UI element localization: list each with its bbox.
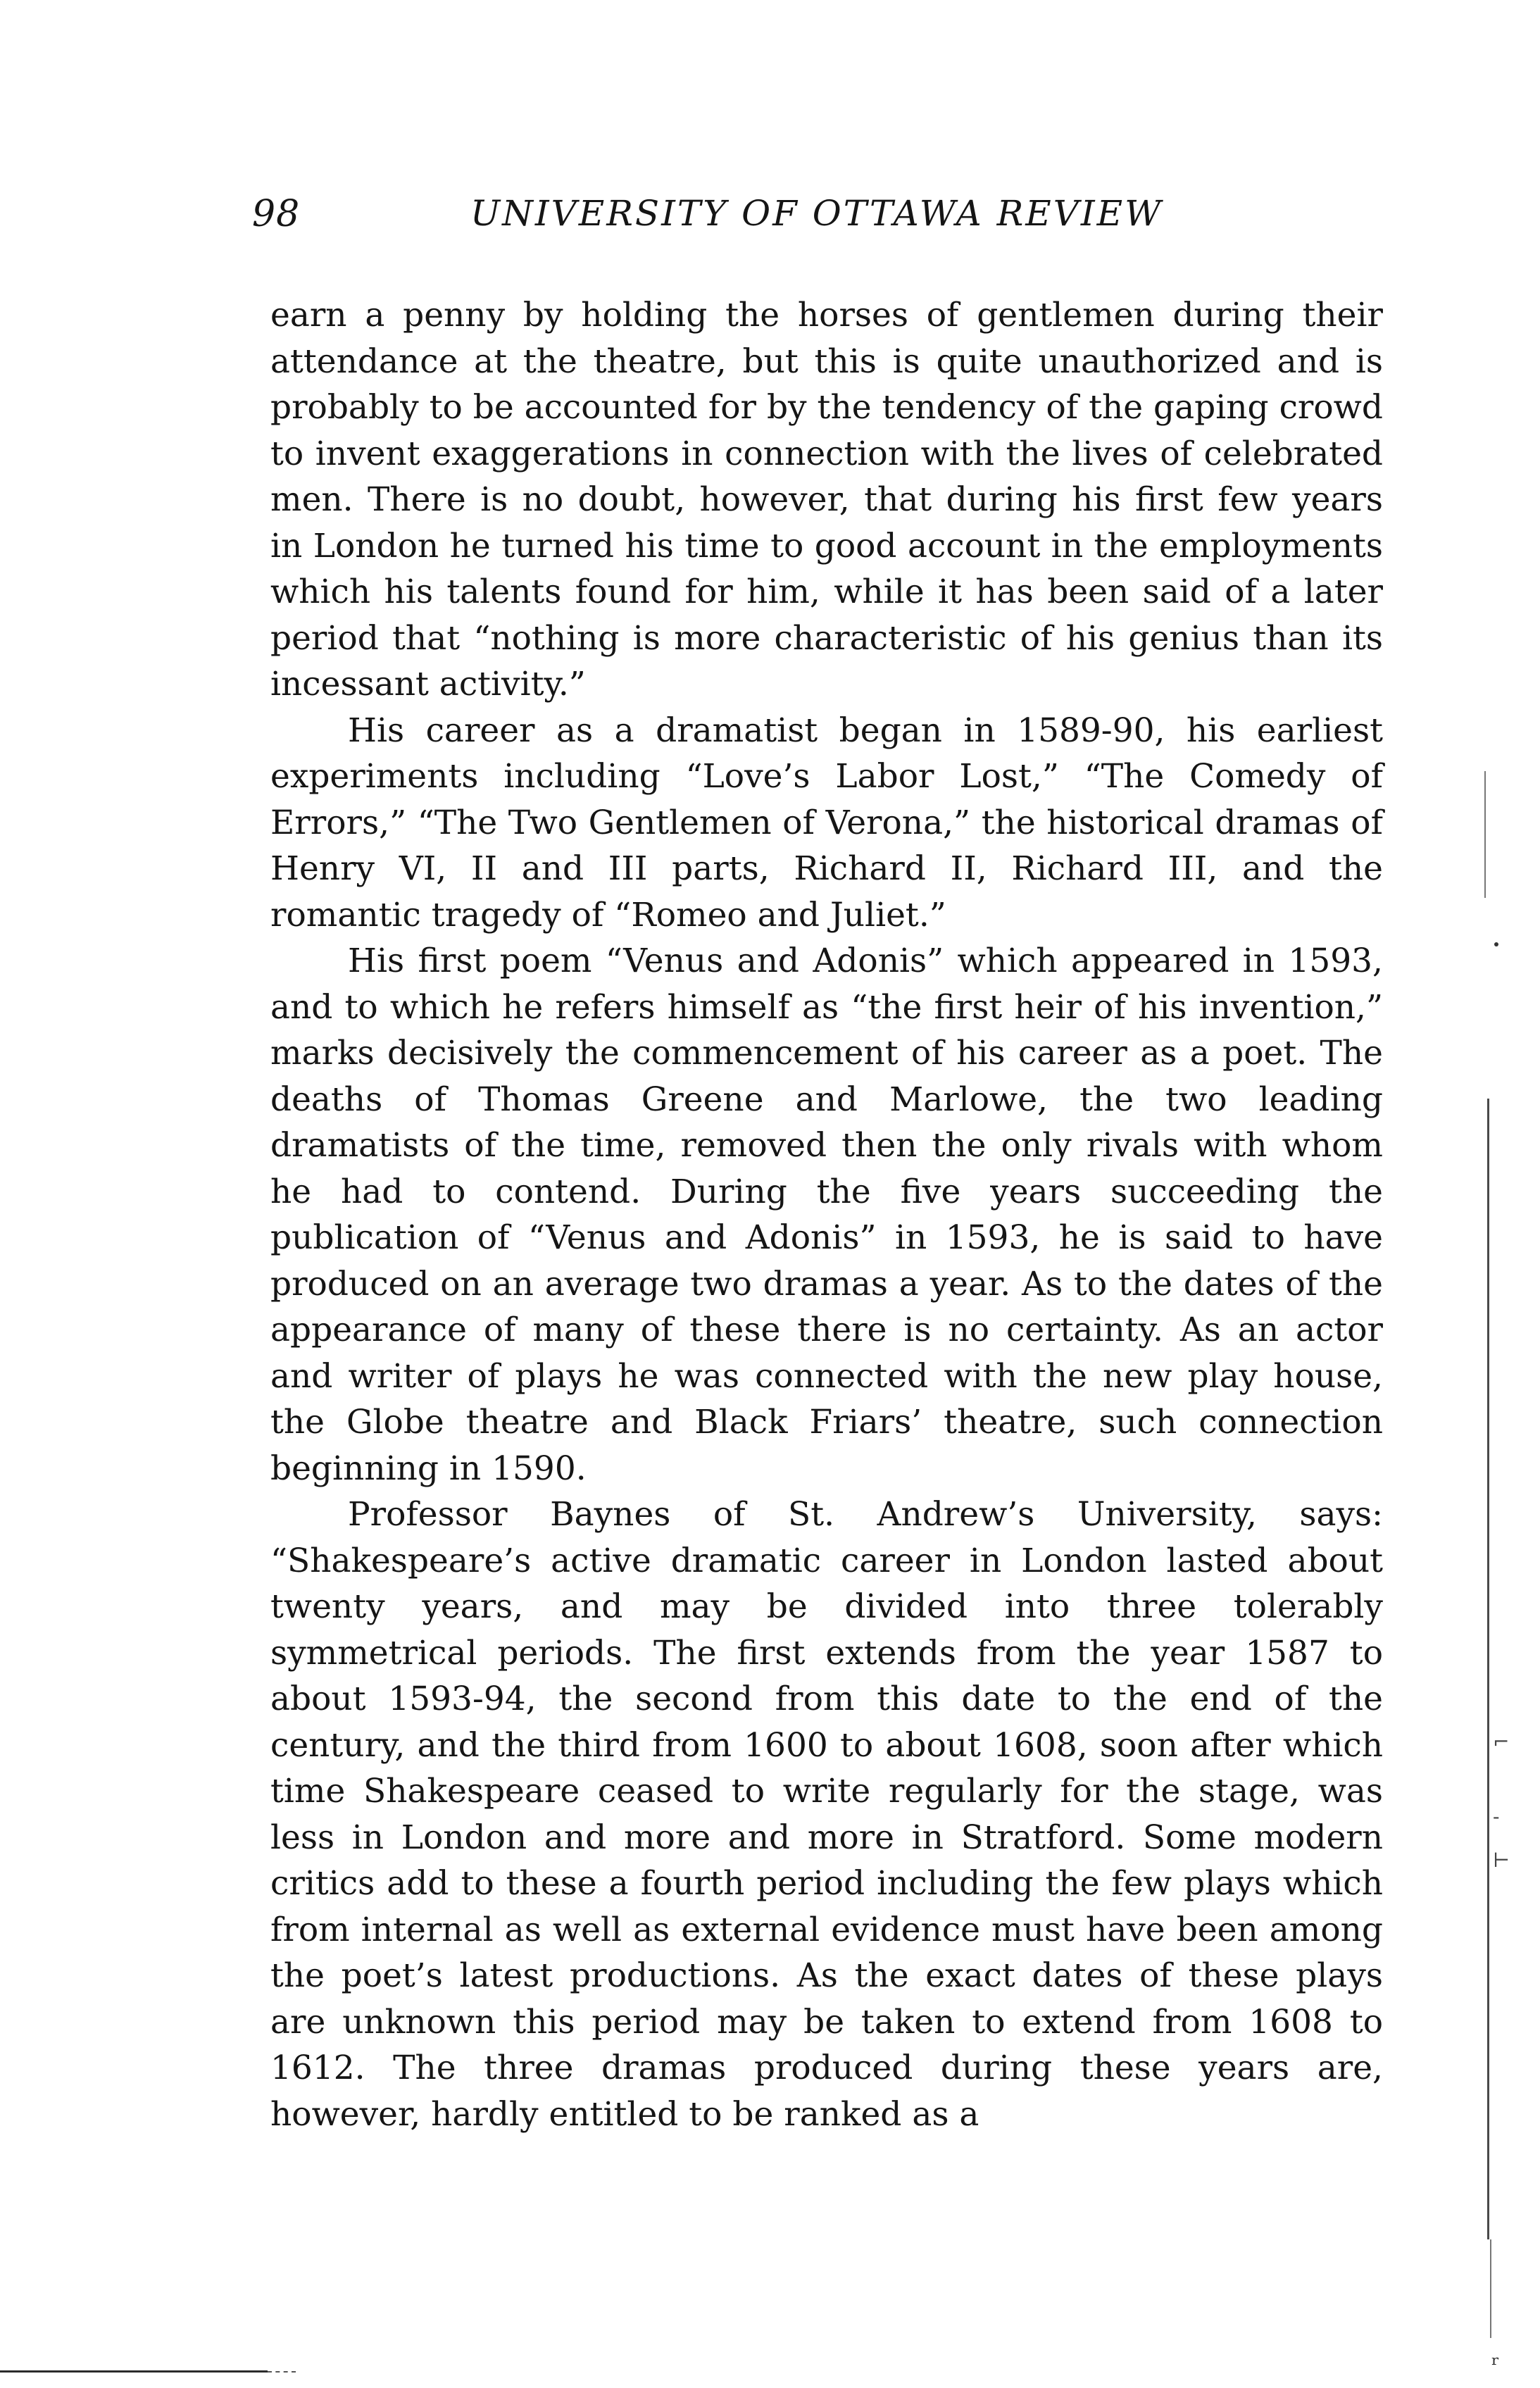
scan-edge-line — [1487, 1099, 1489, 2239]
scan-bottom-rule-dashed — [268, 2371, 296, 2373]
scan-mark: ‐ — [1493, 1805, 1500, 1828]
paragraph-dramatist-career: His career as a dramatist began in 1589-90, his earliest experiments including “Love’s Labor Lost,” “The Comedy of Errors,” “The Two Gentlemen of Verona,” the historical dramas of Henry VI, II and III parts, Richard II, Richard III, and the romantic tragedy of “Romeo and Juliet.” — [270, 711, 1383, 934]
page-number: 98 — [252, 193, 301, 235]
running-title: UNIVERSITY OF OTTAWA REVIEW — [470, 193, 1163, 234]
scan-bottom-rule — [0, 2370, 268, 2373]
scan-mark: ⌐ — [1493, 1730, 1510, 1754]
body-text — [270, 292, 1383, 2137]
page-header — [252, 193, 1379, 252]
paragraph-first-poem: His first poem “Venus and Adonis” which appeared in 1593, and to which he refers himself as “the first heir of his invention,” marks decisively the commencement of his career as a poet. The deaths of Thomas Greene and Marlowe, the two leading dramatists of the time, removed then the only rivals with whom he had to contend. During the five years succeeding the publication of “Venus and Adonis” in 1593, he is said to have produced on an average two dramas a year. As to the dates of the appearance of many of these there is no certainty. As an actor and writer of plays he was connected with the new play house, the Globe theatre and Black Friars’ theatre, such connection beginning in 1590. — [270, 942, 1383, 1488]
scan-speck — [1494, 942, 1498, 946]
paragraph-baynes-quote: Professor Baynes of St. Andrew’s University, says: “Shakespeare’s active dramatic career in London lasted about twenty years, and may be divided into three tolerably symmetrical periods. The first extends from the year 1587 to about 1593-94, the second from this date to the end of the century, and the third from 1600 to about 1608, soon after which time Shakespeare ceased to write regularly for the stage, was less in London and more and more in Stratford. Some modern critics add to these a fourth period including the few plays which from internal as well as external evidence must have been among the poet’s latest productions. As the exact dates of these plays are unknown this period may be taken to extend from 1608 to 1612. The three dramas produced during these years are, however, hardly entitled to be ranked as a — [270, 1495, 1383, 2134]
scan-corner-mark: ʳ — [1491, 2351, 1500, 2379]
paragraph-continued: earn a penny by holding the horses of gentlemen during their attendance at the theatre, but this is quite unauthorized and is probably to be accounted for by the tendency of the gaping crowd to invent exaggerations in connection with the lives of celebrated men. There is no doubt, however, that during his first few years in London he turned his time to good account in the employments which his talents found for him, while it has been said of a later period that “nothing is more characteristic of his genius than its incessant activity.” — [270, 296, 1383, 704]
scan-edge-line — [1490, 2239, 1491, 2338]
scan-edge-line — [1484, 771, 1486, 898]
scan-mark: ⊢ — [1493, 1849, 1510, 1872]
